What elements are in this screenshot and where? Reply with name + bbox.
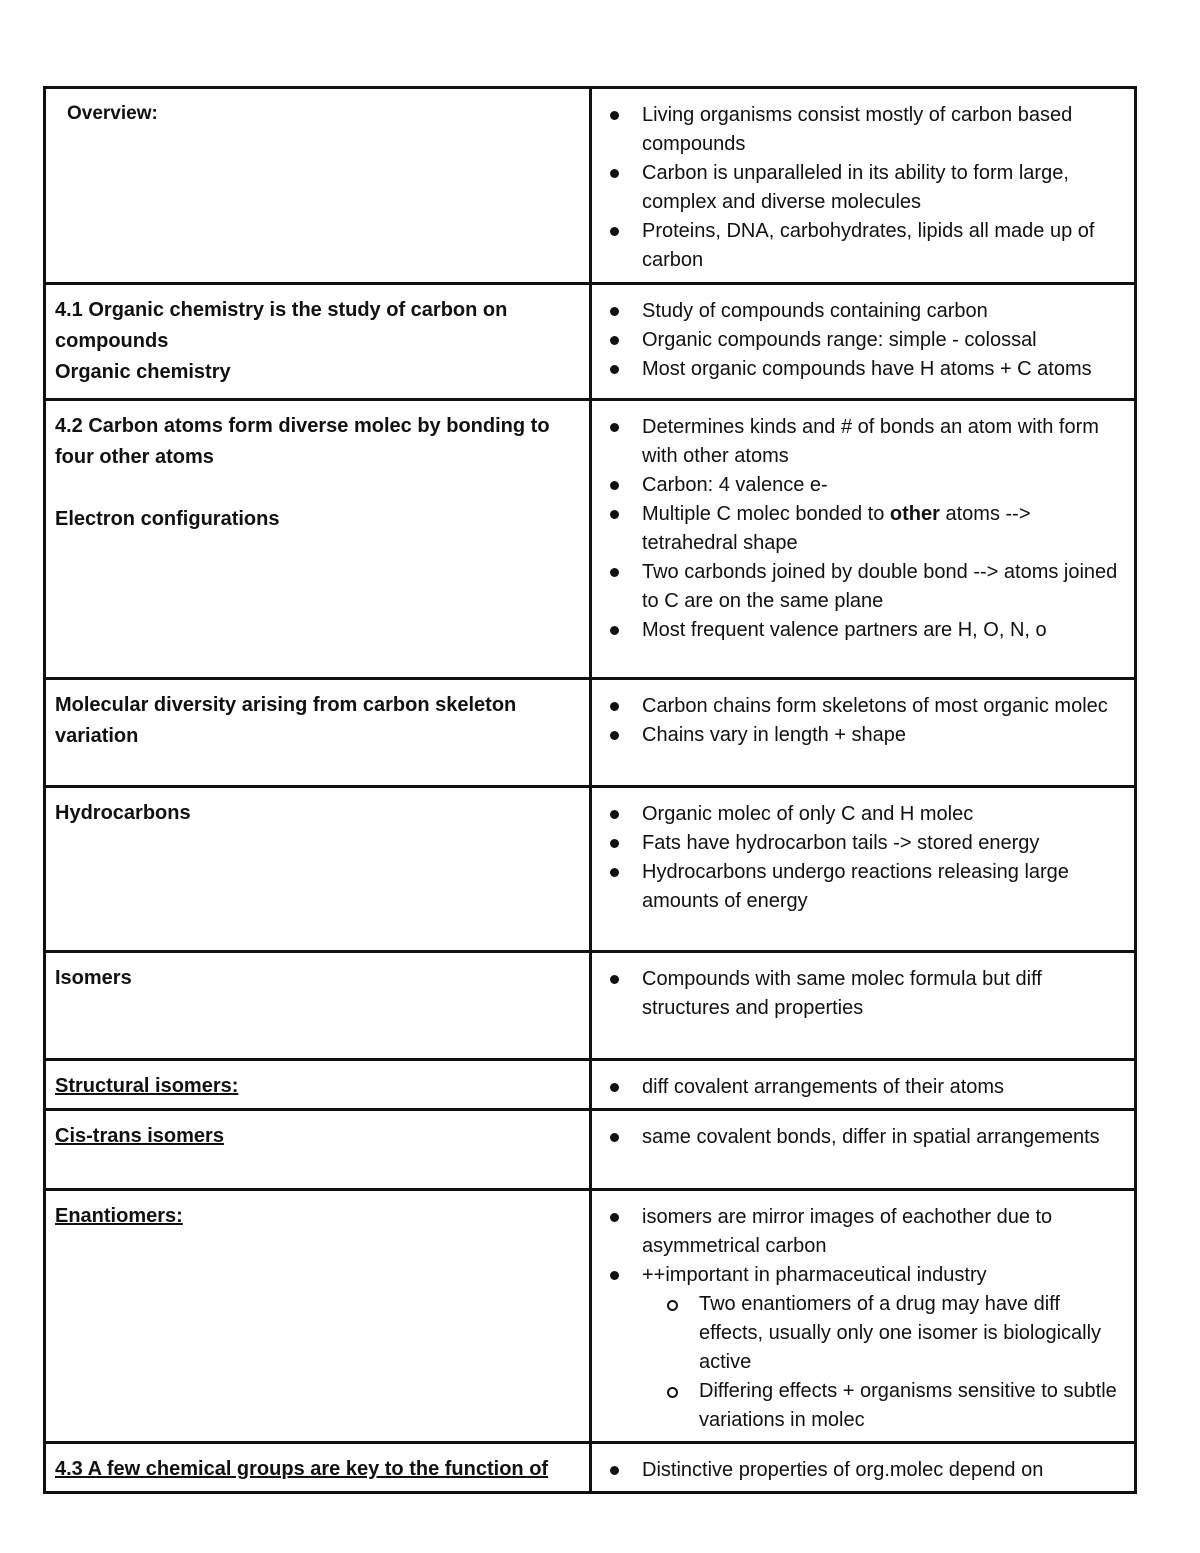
bullet-list [592,788,1134,922]
topic-title: Cis-trans isomers [55,1125,224,1147]
bullet-list [592,401,1134,651]
topic-subtitle: Electron configurations [55,508,280,530]
bullet-list [592,89,1134,281]
bullet-list [592,1061,1134,1108]
list-item: diff covalent arrangements of their atoms [592,1073,1124,1102]
topic-cell [45,88,591,284]
notes-cell [591,1443,1136,1493]
list-item: Carbon is unparalleled in its ability to form large, complex and diverse molecules [592,159,1124,217]
table-row [45,88,1136,284]
topic-title: 4.3 A few chemical groups are key to the function of [55,1458,549,1480]
topic-cell [45,1110,591,1190]
emphasis-text: other [889,503,940,525]
list-item: Multiple C molec bonded to other atoms --> tetrahedral shape [592,500,1124,558]
list-item: Distinctive properties of org.molec depend on [592,1456,1124,1485]
table-row [45,1110,1136,1190]
list-item: Carbon: 4 valence e- [592,471,1124,500]
bullet-list [592,680,1134,756]
list-item: Organic molec of only C and H molec [592,800,1124,829]
topic-cell [45,1060,591,1110]
topic-cell [45,952,591,1060]
topic-title: 4.1 Organic chemistry is the study of carbon on compounds [55,299,508,352]
notes-cell [591,787,1136,952]
topic-cell [45,679,591,787]
table-row [45,1443,1136,1493]
notes-table [43,86,1137,1494]
list-item: Organic compounds range: simple - colossal [592,326,1124,355]
topic-cell [45,400,591,679]
topic-title: Overview: [67,103,158,124]
notes-cell [591,952,1136,1060]
list-item: Hydrocarbons undergo reactions releasing large amounts of energy [592,858,1124,916]
sub-list-item: Two enantiomers of a drug may have diff effects, usually only one isomer is biologically active [642,1290,1124,1377]
notes-cell [591,1110,1136,1190]
notes-cell [591,400,1136,679]
bullet-list [592,1444,1134,1491]
sub-list-item: Differing effects + organisms sensitive to subtle variations in molec [642,1377,1124,1435]
notes-cell [591,679,1136,787]
table-row [45,1060,1136,1110]
list-item: Two carbonds joined by double bond --> atoms joined to C are on the same plane [592,558,1124,616]
bullet-list [592,285,1134,390]
topic-title: 4.2 Carbon atoms form diverse molec by bonding to four other atoms [55,415,550,468]
table-row [45,787,1136,952]
sub-bullet-list [642,1290,1124,1435]
bullet-list [592,1191,1134,1441]
topic-subtitle: Organic chemistry [55,361,231,383]
table-row [45,952,1136,1060]
topic-cell [45,284,591,400]
list-item: Chains vary in length + shape [592,721,1124,750]
list-item: ++important in pharmaceutical industry Two enantiomers of a drug may have diff effects, usually only one isomer is biologically active Differing effects + organisms sensitive to subtle variations in molec [592,1261,1124,1435]
list-item: isomers are mirror images of eachother due to asymmetrical carbon [592,1203,1124,1261]
list-item: Most organic compounds have H atoms + C atoms [592,355,1124,384]
list-item: Study of compounds containing carbon [592,297,1124,326]
table-row [45,400,1136,679]
topic-title: Molecular diversity arising from carbon skeleton variation [55,694,517,747]
list-item: Carbon chains form skeletons of most organic molec [592,692,1124,721]
list-item: Proteins, DNA, carbohydrates, lipids all made up of carbon [592,217,1124,275]
bullet-list [592,1111,1134,1158]
notes-cell [591,1060,1136,1110]
topic-cell [45,1190,591,1443]
topic-cell [45,1443,591,1493]
topic-title: Enantiomers: [55,1205,183,1227]
topic-cell [45,787,591,952]
topic-title: Structural isomers: [55,1075,239,1097]
notes-cell [591,1190,1136,1443]
list-item: Most frequent valence partners are H, O, N, o [592,616,1124,645]
topic-title: Isomers [55,967,132,989]
table-row [45,284,1136,400]
table-row [45,1190,1136,1443]
table-row [45,679,1136,787]
notes-cell [591,88,1136,284]
list-item: Determines kinds and # of bonds an atom with form with other atoms [592,413,1124,471]
list-item: Living organisms consist mostly of carbon based compounds [592,101,1124,159]
notes-cell [591,284,1136,400]
list-item: same covalent bonds, differ in spatial arrangements [592,1123,1124,1152]
bullet-list [592,953,1134,1029]
list-item: Fats have hydrocarbon tails -> stored energy [592,829,1124,858]
list-item: Compounds with same molec formula but diff structures and properties [592,965,1124,1023]
topic-title: Hydrocarbons [55,802,191,824]
